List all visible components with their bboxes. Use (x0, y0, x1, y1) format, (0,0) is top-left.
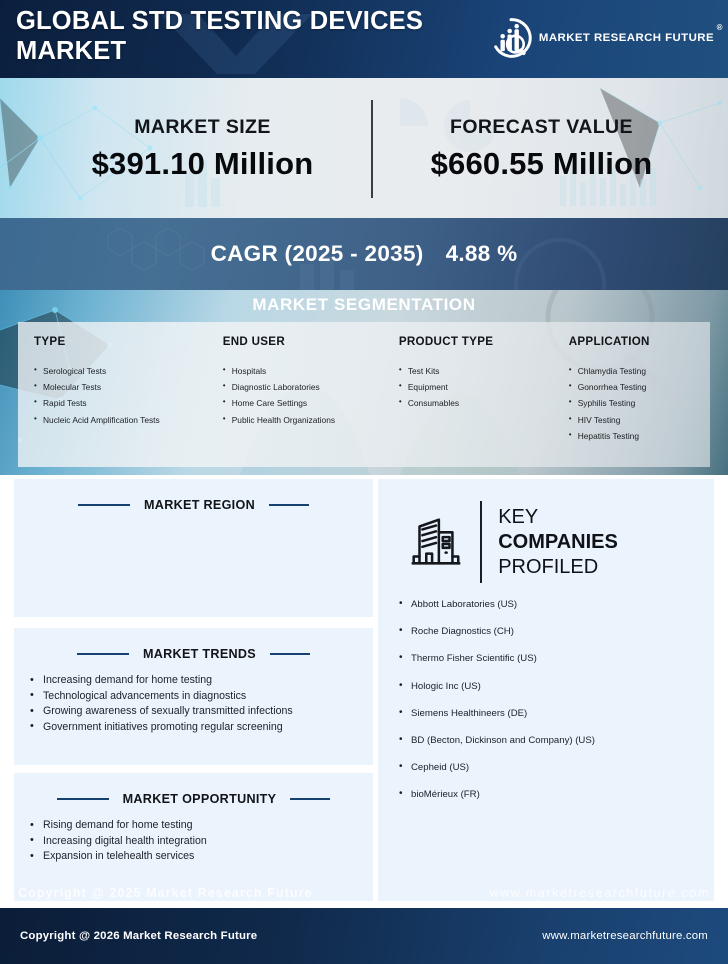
key-title-line2: COMPANIES (498, 530, 618, 553)
segment-list-end-user (223, 366, 383, 425)
key-companies-divider (480, 501, 482, 583)
segmentation-card (18, 322, 710, 467)
list-item: • BD (Becton, Dickinson and Company) (US) (398, 735, 714, 747)
list-item: • Test Kits (399, 366, 553, 376)
market-segmentation-section (0, 290, 728, 475)
registered-mark-icon: ® (716, 23, 723, 32)
list-item: • Increasing digital health integration (28, 834, 373, 849)
cagr-value: 4.88 % (445, 241, 518, 266)
segment-list-type (34, 366, 207, 425)
list-item: • HIV Testing (569, 415, 710, 425)
list-item: • Growing awareness of sexually transmitted infections (28, 704, 373, 719)
rule-left (78, 504, 130, 506)
brand-logo (490, 16, 723, 60)
segmentation-column-end-user (207, 335, 383, 467)
list-item: • Consumables (399, 398, 553, 408)
list-item: • bioMérieux (FR) (398, 789, 714, 801)
list-item: • Abbott Laboratories (US) (398, 599, 714, 611)
list-item: • Home Care Settings (223, 398, 383, 408)
market-trends-header (14, 628, 373, 661)
list-item: • Thermo Fisher Scientific (US) (398, 653, 714, 665)
website-watermark: www.marketresearchfuture.com (489, 886, 710, 900)
list-item: • Government initiatives promoting regular screening (28, 720, 373, 735)
page-header (0, 0, 728, 78)
list-item: • Rising demand for home testing (28, 818, 373, 833)
key-companies-header (378, 479, 714, 583)
cagr-band (0, 218, 728, 290)
list-item: • Expansion in telehealth services (28, 849, 373, 864)
list-item: • Siemens Healthineers (DE) (398, 708, 714, 720)
forecast-value-value: $660.55 Million (430, 146, 653, 181)
list-item: • Gonorrhea Testing (569, 382, 710, 392)
market-region-panel (14, 479, 373, 617)
rule-right (269, 504, 309, 506)
brand-logo-text (538, 23, 723, 44)
rule-right (270, 653, 310, 655)
list-item: • Cepheid (US) (398, 762, 714, 774)
key-companies-panel (378, 479, 714, 901)
list-item: • Serological Tests (34, 366, 207, 376)
segmentation-column-application (553, 335, 710, 467)
donut-bar-magnifier-icon (490, 17, 532, 59)
footer-website[interactable]: www.marketresearchfuture.com (542, 930, 708, 942)
segmentation-column-type (18, 335, 207, 467)
key-title-line3: PROFILED (498, 555, 599, 578)
market-trends-title: MARKET TRENDS (142, 647, 257, 661)
market-opportunity-panel (14, 773, 373, 901)
list-item: • Public Health Organizations (223, 415, 383, 425)
segment-head-product-type: PRODUCT TYPE (398, 335, 494, 348)
list-item: • Hepatitis Testing (569, 431, 710, 441)
segment-list-application (569, 366, 710, 441)
market-opportunity-header (14, 773, 373, 806)
market-size-value: $391.10 Million (91, 146, 314, 181)
market-size-label: MARKET SIZE (134, 116, 271, 138)
segmentation-title: MARKET SEGMENTATION (252, 295, 476, 314)
metrics-band (0, 78, 728, 218)
key-companies-list (398, 599, 714, 801)
page-footer (0, 908, 728, 964)
forecast-value-metric (373, 116, 710, 182)
segment-head-application: APPLICATION (568, 335, 650, 348)
key-title-line1: KEY (498, 505, 539, 528)
list-item: • Hologic Inc (US) (398, 681, 714, 693)
segment-head-end-user: END USER (222, 335, 286, 348)
office-building-icon (404, 511, 466, 573)
market-region-header (14, 479, 373, 512)
list-item: • Roche Diagnostics (CH) (398, 626, 714, 638)
list-item: • Hospitals (223, 366, 383, 376)
list-item: • Syphilis Testing (569, 398, 710, 408)
rule-left (77, 653, 129, 655)
list-item: • Rapid Tests (34, 398, 207, 408)
rule-right (290, 798, 330, 800)
list-item: • Equipment (399, 382, 553, 392)
segment-head-type: TYPE (34, 335, 66, 348)
list-item: • Nucleic Acid Amplification Tests (34, 415, 207, 425)
list-item: • Technological advancements in diagnostics (28, 689, 373, 704)
list-item: • Diagnostic Laboratories (223, 382, 383, 392)
segment-list-product-type (399, 366, 553, 408)
market-trends-panel (14, 628, 373, 765)
rule-left (57, 798, 109, 800)
brand-logo-label: MARKET RESEARCH FUTURE (538, 32, 714, 44)
forecast-value-label: FORECAST VALUE (450, 116, 633, 138)
list-item: • Chlamydia Testing (569, 366, 710, 376)
cagr-label: CAGR (2025 - 2035) (210, 241, 424, 266)
list-item: • Molecular Tests (34, 382, 207, 392)
market-opportunity-list (28, 818, 373, 864)
segmentation-column-product-type (383, 335, 553, 467)
footer-copyright: Copyright @ 2026 Market Research Future (20, 930, 258, 942)
market-trends-list (28, 673, 373, 734)
key-companies-title (498, 505, 618, 580)
market-opportunity-title: MARKET OPPORTUNITY (122, 792, 277, 806)
market-size-metric (34, 116, 371, 182)
list-item: • Increasing demand for home testing (28, 673, 373, 688)
copyright-watermark: Copyright @ 2025 Market Research Future (18, 886, 313, 900)
market-region-title: MARKET REGION (144, 498, 255, 512)
page-title: GLOBAL STD TESTING DEVICES MARKET (16, 7, 424, 65)
